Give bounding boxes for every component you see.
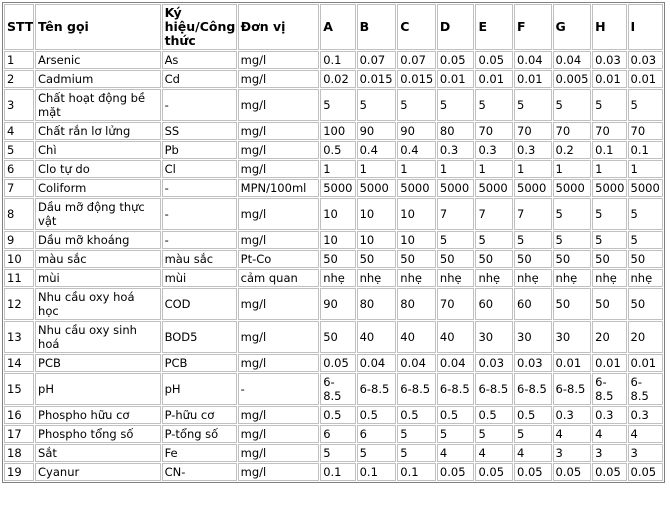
cell-stt: 16 — [4, 406, 34, 424]
header-column-h: H — [592, 4, 626, 50]
cell-value: 5 — [475, 231, 513, 249]
cell-value: 60 — [475, 288, 513, 320]
header-column-e: E — [475, 4, 513, 50]
cell-value: 0.05 — [475, 51, 513, 69]
cell-value: 0.1 — [357, 463, 397, 481]
table-row — [4, 425, 663, 443]
standards-table — [2, 2, 665, 483]
table-row — [4, 269, 663, 287]
cell-value: 0.04 — [397, 354, 436, 372]
cell-value: 0.4 — [357, 141, 397, 159]
cell-value: 0.01 — [628, 70, 664, 88]
cell-value: 3 — [628, 444, 664, 462]
cell-stt: 8 — [4, 198, 34, 230]
cell-value: 0.1 — [320, 463, 355, 481]
cell-value: 4 — [628, 425, 664, 443]
cell-value: 5 — [397, 425, 436, 443]
cell-value: nhẹ — [320, 269, 355, 287]
cell-name: màu sắc — [35, 250, 161, 268]
cell-value: 5 — [397, 89, 436, 121]
cell-value: 1 — [553, 160, 592, 178]
cell-value: 5 — [628, 231, 664, 249]
cell-name: Nhu cầu oxy hoá học — [35, 288, 161, 320]
cell-value: 5 — [592, 89, 626, 121]
cell-value: 0.02 — [320, 70, 355, 88]
cell-value: 1 — [320, 160, 355, 178]
cell-value: nhẹ — [475, 269, 513, 287]
cell-value: 5000 — [628, 179, 664, 197]
cell-value: 0.03 — [592, 51, 626, 69]
cell-value: 90 — [320, 288, 355, 320]
cell-value: 4 — [553, 425, 592, 443]
header-column-f: F — [514, 4, 552, 50]
cell-value: 30 — [475, 321, 513, 353]
cell-name: Dầu mỡ động thực vật — [35, 198, 161, 230]
cell-stt: 18 — [4, 444, 34, 462]
cell-value: 0.04 — [514, 51, 552, 69]
cell-value: 0.07 — [357, 51, 397, 69]
cell-value: 50 — [320, 250, 355, 268]
cell-value: 3 — [592, 444, 626, 462]
table-row — [4, 250, 663, 268]
table-row — [4, 373, 663, 405]
cell-value: 50 — [553, 288, 592, 320]
cell-stt: 4 — [4, 122, 34, 140]
cell-value: 1 — [397, 160, 436, 178]
cell-value: 30 — [514, 321, 552, 353]
cell-value: 0.5 — [397, 406, 436, 424]
cell-value: 50 — [628, 288, 664, 320]
cell-value: 0.5 — [320, 406, 355, 424]
cell-value: 0.015 — [357, 70, 397, 88]
header-unit: Đơn vị — [238, 4, 320, 50]
cell-value: 50 — [437, 250, 475, 268]
cell-value: 0.05 — [437, 51, 475, 69]
cell-value: 0.4 — [397, 141, 436, 159]
cell-value: 40 — [397, 321, 436, 353]
table-row — [4, 198, 663, 230]
cell-value: 70 — [592, 122, 626, 140]
cell-name: Cyanur — [35, 463, 161, 481]
cell-value: 0.3 — [475, 141, 513, 159]
cell-value: 0.05 — [592, 463, 626, 481]
cell-value: 6-8.5 — [475, 373, 513, 405]
cell-value: 5 — [553, 198, 592, 230]
cell-value: 0.05 — [475, 463, 513, 481]
cell-value: 50 — [320, 321, 355, 353]
cell-value: 5 — [320, 444, 355, 462]
cell-value: 1 — [437, 160, 475, 178]
cell-value: 50 — [592, 250, 626, 268]
cell-value: 50 — [475, 250, 513, 268]
cell-value: 50 — [628, 250, 664, 268]
cell-stt: 14 — [4, 354, 34, 372]
cell-value: 6-8.5 — [514, 373, 552, 405]
cell-symbol: SS — [162, 122, 237, 140]
cell-value: 5 — [320, 89, 355, 121]
table-row — [4, 70, 663, 88]
cell-value: 5 — [592, 198, 626, 230]
cell-unit: mg/l — [238, 463, 320, 481]
cell-value: 5 — [475, 425, 513, 443]
cell-value: 0.01 — [475, 70, 513, 88]
cell-value: 6 — [357, 425, 397, 443]
cell-symbol: - — [162, 179, 237, 197]
cell-value: 90 — [397, 122, 436, 140]
cell-value: 5 — [397, 444, 436, 462]
cell-value: 0.3 — [628, 406, 664, 424]
cell-name: PCB — [35, 354, 161, 372]
cell-value: 5 — [514, 425, 552, 443]
cell-value: 1 — [475, 160, 513, 178]
cell-value: 5 — [592, 231, 626, 249]
cell-symbol: As — [162, 51, 237, 69]
cell-value: 1 — [592, 160, 626, 178]
cell-stt: 12 — [4, 288, 34, 320]
cell-value: 0.04 — [357, 354, 397, 372]
cell-value: 0.3 — [592, 406, 626, 424]
cell-value: 0.005 — [553, 70, 592, 88]
cell-value: 10 — [397, 198, 436, 230]
cell-value: nhẹ — [437, 269, 475, 287]
cell-value: 0.05 — [437, 463, 475, 481]
cell-value: 0.03 — [475, 354, 513, 372]
table-row — [4, 406, 663, 424]
cell-value: 50 — [357, 250, 397, 268]
cell-value: 0.1 — [320, 51, 355, 69]
cell-value: 80 — [397, 288, 436, 320]
cell-stt: 9 — [4, 231, 34, 249]
cell-name: Phospho hữu cơ — [35, 406, 161, 424]
header-symbol: Ký hiệu/Công thức — [162, 4, 237, 50]
cell-value: 5000 — [475, 179, 513, 197]
cell-value: 80 — [357, 288, 397, 320]
table-row — [4, 444, 663, 462]
cell-unit: Pt-Co — [238, 250, 320, 268]
cell-value: 50 — [553, 250, 592, 268]
cell-unit: mg/l — [238, 231, 320, 249]
cell-value: 70 — [475, 122, 513, 140]
cell-unit: mg/l — [238, 354, 320, 372]
cell-stt: 19 — [4, 463, 34, 481]
cell-value: 10 — [320, 231, 355, 249]
cell-value: 4 — [475, 444, 513, 462]
header-column-a: A — [320, 4, 355, 50]
cell-stt: 15 — [4, 373, 34, 405]
cell-value: 4 — [514, 444, 552, 462]
header-column-b: B — [357, 4, 397, 50]
cell-value: 1 — [514, 160, 552, 178]
cell-value: 20 — [628, 321, 664, 353]
cell-value: 100 — [320, 122, 355, 140]
cell-value: 0.04 — [437, 354, 475, 372]
cell-symbol: Pb — [162, 141, 237, 159]
cell-value: 5000 — [514, 179, 552, 197]
cell-value: nhẹ — [628, 269, 664, 287]
cell-value: 0.3 — [437, 141, 475, 159]
cell-value: 0.01 — [592, 70, 626, 88]
cell-unit: mg/l — [238, 51, 320, 69]
cell-value: 0.01 — [592, 354, 626, 372]
cell-name: Dầu mỡ khoáng — [35, 231, 161, 249]
cell-value: 0.03 — [628, 51, 664, 69]
cell-value: 0.015 — [397, 70, 436, 88]
cell-value: 0.3 — [514, 141, 552, 159]
cell-unit: mg/l — [238, 141, 320, 159]
cell-value: 5 — [628, 89, 664, 121]
cell-value: 0.04 — [553, 51, 592, 69]
cell-value: 7 — [514, 198, 552, 230]
cell-value: nhẹ — [514, 269, 552, 287]
cell-value: nhẹ — [397, 269, 436, 287]
cell-value: 0.01 — [628, 354, 664, 372]
cell-value: 5000 — [553, 179, 592, 197]
cell-value: 5 — [475, 89, 513, 121]
cell-value: 4 — [592, 425, 626, 443]
cell-value: 5000 — [397, 179, 436, 197]
cell-stt: 6 — [4, 160, 34, 178]
cell-symbol: pH — [162, 373, 237, 405]
cell-value: 0.01 — [437, 70, 475, 88]
cell-value: 5 — [514, 231, 552, 249]
cell-value: 5 — [437, 231, 475, 249]
cell-stt: 5 — [4, 141, 34, 159]
cell-value: 6-8.5 — [553, 373, 592, 405]
header-column-g: G — [553, 4, 592, 50]
cell-unit: mg/l — [238, 425, 320, 443]
cell-value: 7 — [437, 198, 475, 230]
cell-value: 0.1 — [397, 463, 436, 481]
cell-value: 50 — [592, 288, 626, 320]
cell-unit: mg/l — [238, 198, 320, 230]
cell-value: 5 — [357, 444, 397, 462]
cell-stt: 1 — [4, 51, 34, 69]
table-row — [4, 463, 663, 481]
table-row — [4, 160, 663, 178]
cell-unit: mg/l — [238, 70, 320, 88]
cell-name: Coliform — [35, 179, 161, 197]
cell-value: 6 — [320, 425, 355, 443]
cell-value: 0.5 — [475, 406, 513, 424]
cell-value: 0.03 — [514, 354, 552, 372]
table-row — [4, 141, 663, 159]
cell-unit: mg/l — [238, 160, 320, 178]
cell-value: 80 — [437, 122, 475, 140]
cell-symbol: - — [162, 198, 237, 230]
cell-value: 0.05 — [628, 463, 664, 481]
cell-value: 5000 — [320, 179, 355, 197]
table-row — [4, 179, 663, 197]
cell-stt: 2 — [4, 70, 34, 88]
cell-value: 5000 — [357, 179, 397, 197]
cell-name: Chất rắn lơ lửng — [35, 122, 161, 140]
cell-value: 50 — [514, 250, 552, 268]
cell-value: 0.07 — [397, 51, 436, 69]
cell-value: 5 — [553, 231, 592, 249]
cell-symbol: Cl — [162, 160, 237, 178]
cell-value: 10 — [397, 231, 436, 249]
cell-unit: mg/l — [238, 89, 320, 121]
cell-value: 0.05 — [553, 463, 592, 481]
cell-value: 60 — [514, 288, 552, 320]
table-row — [4, 51, 663, 69]
cell-unit: mg/l — [238, 321, 320, 353]
cell-value: 1 — [357, 160, 397, 178]
cell-symbol: - — [162, 231, 237, 249]
table-row — [4, 321, 663, 353]
cell-value: 6-8.5 — [397, 373, 436, 405]
cell-value: 50 — [397, 250, 436, 268]
cell-value: 0.5 — [320, 141, 355, 159]
cell-symbol: mùi — [162, 269, 237, 287]
table-row — [4, 288, 663, 320]
table-row — [4, 89, 663, 121]
cell-name: Clo tự do — [35, 160, 161, 178]
cell-stt: 17 — [4, 425, 34, 443]
table-body — [4, 51, 663, 481]
cell-symbol: P-hữu cơ — [162, 406, 237, 424]
cell-value: 90 — [357, 122, 397, 140]
cell-value: 5 — [357, 89, 397, 121]
cell-name: Chì — [35, 141, 161, 159]
cell-unit: mg/l — [238, 444, 320, 462]
cell-value: 70 — [514, 122, 552, 140]
cell-value: 70 — [628, 122, 664, 140]
cell-symbol: PCB — [162, 354, 237, 372]
cell-stt: 7 — [4, 179, 34, 197]
cell-stt: 13 — [4, 321, 34, 353]
header-column-i: I — [628, 4, 664, 50]
cell-value: 0.05 — [514, 463, 552, 481]
cell-stt: 10 — [4, 250, 34, 268]
cell-unit: MPN/100ml — [238, 179, 320, 197]
cell-value: 6-8.5 — [357, 373, 397, 405]
cell-symbol: Fe — [162, 444, 237, 462]
cell-value: 40 — [357, 321, 397, 353]
cell-value: 5 — [514, 89, 552, 121]
cell-symbol: - — [162, 89, 237, 121]
header-column-c: C — [397, 4, 436, 50]
cell-value: 0.5 — [437, 406, 475, 424]
cell-value: 5 — [628, 198, 664, 230]
cell-name: Nhu cầu oxy sinh hoá — [35, 321, 161, 353]
cell-value: 30 — [553, 321, 592, 353]
cell-symbol: P-tổng số — [162, 425, 237, 443]
cell-value: 5000 — [437, 179, 475, 197]
cell-value: 0.05 — [320, 354, 355, 372]
cell-unit: mg/l — [238, 122, 320, 140]
cell-name: Arsenic — [35, 51, 161, 69]
cell-value: 70 — [553, 122, 592, 140]
cell-symbol: BOD5 — [162, 321, 237, 353]
cell-unit: mg/l — [238, 288, 320, 320]
cell-name: Phospho tổng số — [35, 425, 161, 443]
cell-value: 70 — [437, 288, 475, 320]
cell-value: 0.1 — [628, 141, 664, 159]
cell-value: 1 — [628, 160, 664, 178]
cell-value: 4 — [437, 444, 475, 462]
cell-stt: 11 — [4, 269, 34, 287]
cell-name: Cadmium — [35, 70, 161, 88]
cell-unit: cảm quan — [238, 269, 320, 287]
cell-value: nhẹ — [592, 269, 626, 287]
cell-symbol: COD — [162, 288, 237, 320]
cell-symbol: CN- — [162, 463, 237, 481]
header-column-d: D — [437, 4, 475, 50]
cell-name: pH — [35, 373, 161, 405]
cell-value: nhẹ — [553, 269, 592, 287]
cell-value: 5 — [437, 89, 475, 121]
cell-value: 6-8.5 — [592, 373, 626, 405]
cell-value: 6-8.5 — [628, 373, 664, 405]
cell-symbol: màu sắc — [162, 250, 237, 268]
cell-value: 0.3 — [553, 406, 592, 424]
cell-value: 5000 — [592, 179, 626, 197]
table-row — [4, 354, 663, 372]
table-row — [4, 231, 663, 249]
header-name: Tên gọi — [35, 4, 161, 50]
cell-value: 0.01 — [553, 354, 592, 372]
cell-name: Sắt — [35, 444, 161, 462]
cell-unit: mg/l — [238, 406, 320, 424]
cell-value: 20 — [592, 321, 626, 353]
header-stt: STT — [4, 4, 34, 50]
cell-value: 40 — [437, 321, 475, 353]
cell-value: 6-8.5 — [320, 373, 355, 405]
cell-stt: 3 — [4, 89, 34, 121]
header-row — [4, 4, 663, 50]
cell-symbol: Cd — [162, 70, 237, 88]
cell-name: Chất hoạt động bề mặt — [35, 89, 161, 121]
cell-unit: - — [238, 373, 320, 405]
cell-value: 6-8.5 — [437, 373, 475, 405]
cell-value: 0.2 — [553, 141, 592, 159]
cell-value: 5 — [553, 89, 592, 121]
cell-value: 0.5 — [357, 406, 397, 424]
cell-value: 10 — [357, 231, 397, 249]
cell-value: 5 — [437, 425, 475, 443]
cell-value: nhẹ — [357, 269, 397, 287]
cell-name: mùi — [35, 269, 161, 287]
cell-value: 7 — [475, 198, 513, 230]
cell-value: 0.1 — [592, 141, 626, 159]
cell-value: 10 — [320, 198, 355, 230]
cell-value: 0.01 — [514, 70, 552, 88]
cell-value: 10 — [357, 198, 397, 230]
cell-value: 3 — [553, 444, 592, 462]
table-row — [4, 122, 663, 140]
cell-value: 0.5 — [514, 406, 552, 424]
